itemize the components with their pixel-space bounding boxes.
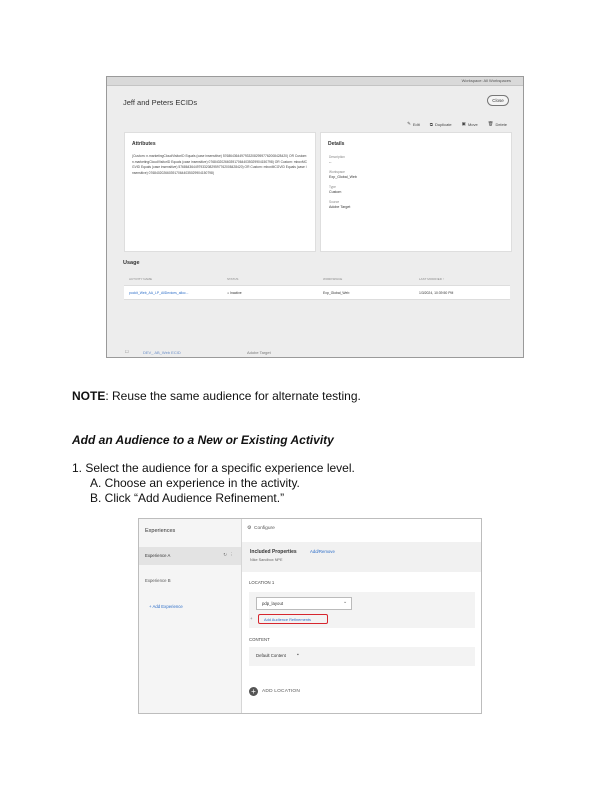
checkbox-icon[interactable]: ☐ <box>125 349 129 354</box>
status-cell: ● Inactive <box>227 290 242 295</box>
attributes-rule-text: (Custom: n.marketingCloudVisitorID Equals (case insensitive) 57686436449793320829597762008428420) OR Custom: n.marketingCloudVisitorID Equals (case insensitive) 07684020266039170644035029904150798) OR Custom: mboxMCGVID Equals (case insensitive) 57686436449793320829597762008428420) OR Custom: mboxMCGVID Equals (case insensitive) 07684020266039170644035029904150798) <box>132 154 308 175</box>
column-header-status[interactable]: STATUS <box>227 277 239 281</box>
next-list-row <box>107 349 523 358</box>
action-toolbar <box>407 121 507 127</box>
plus-icon: + <box>250 616 253 621</box>
audience-source: Adobe Target <box>247 350 271 355</box>
workspace-label: Workspace <box>329 170 345 174</box>
attributes-panel <box>124 132 316 252</box>
experience-b-item[interactable]: Experience B <box>145 578 171 583</box>
audience-details-screenshot <box>106 76 524 358</box>
experiences-title: Experiences <box>145 528 176 534</box>
location-select-value: pdp_layout <box>262 601 284 606</box>
close-button[interactable]: Close <box>487 95 509 106</box>
audience-name[interactable]: DEV_ AB_Web ECID <box>143 350 181 355</box>
experiences-screenshot <box>138 518 482 714</box>
top-bar <box>107 77 523 86</box>
note-text: : Reuse the same audience for alternate testing. <box>105 389 361 403</box>
workspace-value: Exp_Global_Web <box>329 175 357 179</box>
column-header-modified[interactable]: LAST MODIFIED ↑ <box>419 277 445 281</box>
type-value: Custom <box>329 190 342 194</box>
property-name: Nike Sandbox NPE <box>250 558 283 562</box>
trash-icon: 🗑 <box>487 121 494 126</box>
delete-button[interactable]: 🗑 Delete <box>487 121 507 127</box>
included-properties-panel <box>242 542 482 572</box>
status-dot-icon: ● <box>227 290 230 295</box>
move-button[interactable]: ▣ Move <box>461 121 478 127</box>
included-properties-title: Included Properties <box>250 549 297 555</box>
type-label: Type <box>329 185 336 189</box>
source-label: Source <box>329 200 340 204</box>
default-content-label[interactable]: Default Content <box>256 653 286 658</box>
column-header-workspace[interactable]: WORKSPACE <box>323 277 343 281</box>
note-paragraph <box>72 389 361 403</box>
duplicate-button[interactable]: ⧉ Duplicate <box>429 121 452 127</box>
audience-title: Jeff and Peters ECIDs <box>123 98 198 107</box>
edit-button[interactable]: ✎ Edit <box>407 121 420 127</box>
location-select[interactable] <box>256 597 352 610</box>
section-heading: Add an Audience to a New or Existing Activity <box>72 433 334 447</box>
edit-content-icon[interactable]: ▪ <box>297 652 299 658</box>
chevron-down-icon: ⌄ <box>342 600 347 605</box>
usage-title: Usage <box>123 260 140 266</box>
add-location-button[interactable]: ADD LOCATION <box>262 689 301 694</box>
move-icon: ▣ <box>461 121 466 126</box>
source-value: Adobe Target <box>329 205 351 209</box>
more-options-icon[interactable]: ↻ ⋮ <box>223 552 234 557</box>
workspace-selector[interactable]: Workspace: All Workspaces <box>461 78 511 83</box>
add-audience-refinements-button[interactable] <box>250 614 328 624</box>
duplicate-icon: ⧉ <box>429 121 433 127</box>
experiences-sidebar <box>139 519 242 713</box>
add-location-icon[interactable]: + <box>249 687 258 696</box>
modified-cell: 1/3/2024, 10:39:50 PM <box>419 290 454 295</box>
experience-a-item[interactable] <box>139 547 241 565</box>
location-label: LOCATION 1 <box>249 580 275 585</box>
column-header-activity[interactable]: ACTIVITY NAME <box>129 277 152 281</box>
details-title: Details <box>328 141 345 147</box>
workspace-cell: Exp_Global_Web <box>323 290 350 295</box>
step-b: B. Click “Add Audience Refinement.” <box>90 491 285 505</box>
gear-icon: ⚙ <box>247 526 252 531</box>
description-value: -- <box>329 160 332 164</box>
details-panel <box>320 132 512 252</box>
note-label: NOTE <box>72 389 106 403</box>
table-row[interactable] <box>124 285 510 300</box>
add-remove-link[interactable]: Add/Remove <box>310 549 335 554</box>
activity-link[interactable]: pockit_Web_AA_LP_AllDevices_alloc... <box>129 290 189 295</box>
pencil-icon: ✎ <box>407 121 411 126</box>
add-experience-button[interactable]: + Add Experience <box>149 604 183 609</box>
step-1: 1. Select the audience for a specific experience level. <box>72 461 355 475</box>
attributes-title: Attributes <box>132 141 156 147</box>
add-audience-refinements-label: Add Audience Refinements <box>264 617 311 622</box>
content-label: CONTENT <box>249 637 270 642</box>
description-label: Description <box>329 155 345 159</box>
configure-button[interactable]: ⚙ Configure <box>247 526 275 531</box>
experience-a-label: Experience A <box>145 553 171 558</box>
step-a: A. Choose an experience in the activity. <box>90 476 300 490</box>
